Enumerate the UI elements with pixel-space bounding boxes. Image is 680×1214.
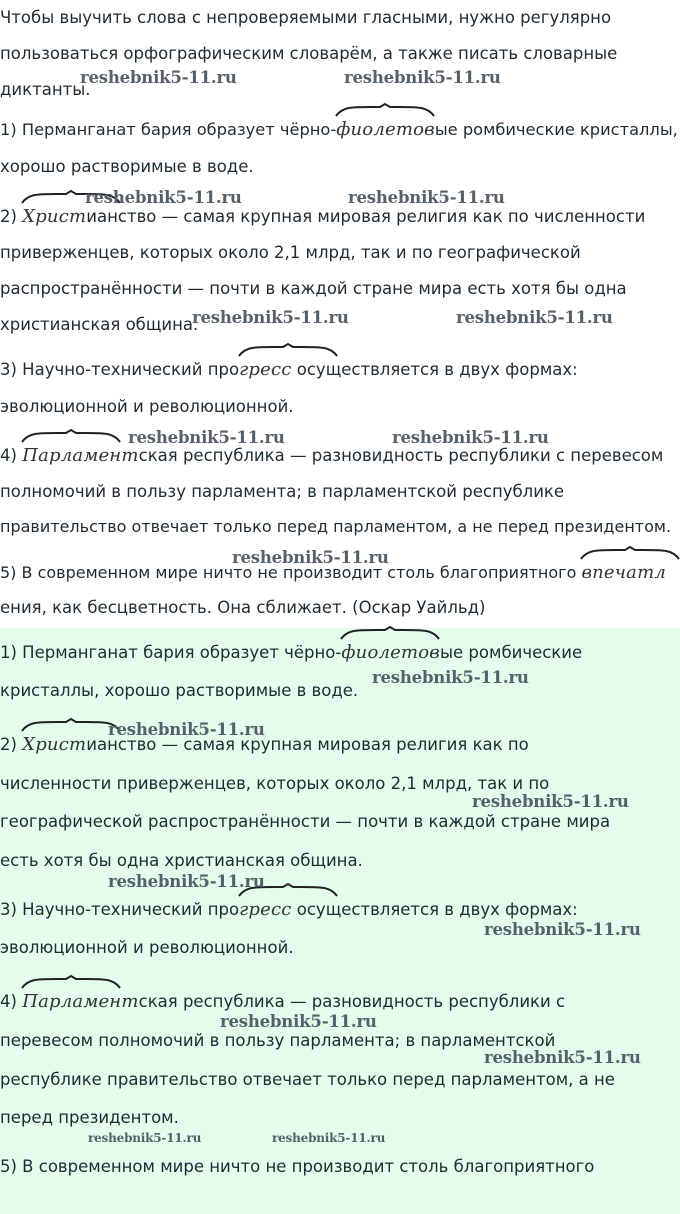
root-mark: впечатл	[581, 563, 666, 583]
root-mark: Христ	[22, 735, 86, 755]
answer-s3-line-2: эволюционной и революционной.	[0, 938, 294, 957]
answer-s2-line-1: 2) Христ ианство — самая крупная мировая религия как по	[0, 735, 529, 755]
watermark: reshebnik5-11.ru	[88, 1131, 202, 1145]
watermark: reshebnik5-11.ru	[220, 1012, 377, 1031]
root-mark: гресс	[239, 360, 291, 380]
watermark: reshebnik5-11.ru	[272, 1131, 386, 1145]
watermark: reshebnik5-11.ru	[472, 792, 629, 811]
answer-s1-line-1: 1) Перманганат бария образует чёрно-фиолетов ые ромбические	[0, 643, 582, 663]
root-arc-icon	[21, 719, 121, 733]
watermark: reshebnik5-11.ru	[484, 920, 641, 939]
answer-s2-line-3: географической распространённости — почти в каждой стране мира	[0, 812, 611, 831]
root-mark: фиолетов	[341, 643, 440, 663]
answer-s4-line-4: перед президентом.	[0, 1108, 179, 1127]
watermark: reshebnik5-11.ru	[456, 308, 613, 327]
intro-line-1: Чтобы выучить слова с непроверяемыми гласными, нужно регулярно	[0, 8, 612, 27]
watermark: reshebnik5-11.ru	[348, 188, 505, 207]
watermark: reshebnik5-11.ru	[80, 68, 237, 87]
answer-s2-line-4: есть хотя бы одна христианская община.	[0, 851, 363, 870]
watermark: reshebnik5-11.ru	[85, 188, 242, 207]
root-arc-icon	[340, 627, 440, 641]
exercise-s2-line-1: 2) Христ ианство — самая крупная мировая религия как по численности	[0, 207, 645, 227]
answer-s4-line-3: республике правительство отвечает только перед парламентом, а не	[0, 1070, 615, 1089]
exercise-s3-line-2: эволюционной и революционной.	[0, 397, 294, 416]
answer-s4-line-1: 4) Парламент ская республика — разновидность республики с	[0, 992, 565, 1012]
root-mark: фиолетов	[336, 120, 435, 140]
watermark: reshebnik5-11.ru	[128, 428, 285, 447]
answer-s2-line-2: численности приверженцев, которых около 2,1 млрд, так и по	[0, 774, 550, 793]
root-mark: гресс	[239, 900, 291, 920]
answer-s4-line-2: перевесом полномочий в пользу парламента; в парламентской	[0, 1031, 556, 1050]
root-mark: Христ	[22, 207, 86, 227]
exercise-s1-line-1: 1) Перманганат бария образует чёрно-фиолетов ые ромбические кристаллы,	[0, 120, 678, 140]
exercise-s5-line-1: 5) В современном мире ничто не производит столь благоприятного впечатл	[0, 563, 666, 583]
root-arc-icon	[580, 547, 680, 561]
intro-line-2: пользоваться орфографическим словарём, а также писать словарные	[0, 44, 618, 63]
root-arc-icon	[21, 976, 121, 990]
watermark: reshebnik5-11.ru	[108, 720, 265, 739]
exercise-s1-line-2: хорошо растворимые в воде.	[0, 157, 254, 176]
exercise-s2-line-2: приверженцев, которых около 2,1 млрд, так и по географической	[0, 243, 581, 262]
exercise-s4-line-3: правительство отвечает только перед парламентом, а не перед президентом.	[0, 517, 672, 536]
exercise-s4-line-2: полномочий в пользу парламента; в парламентской республике	[0, 482, 565, 501]
exercise-s3-line-1: 3) Научно-технический прогресс осуществляется в двух формах:	[0, 360, 578, 380]
watermark: reshebnik5-11.ru	[372, 668, 529, 687]
watermark: reshebnik5-11.ru	[392, 428, 549, 447]
exercise-s2-line-4: христианская община.	[0, 315, 199, 334]
watermark: reshebnik5-11.ru	[232, 548, 389, 567]
watermark: reshebnik5-11.ru	[484, 1048, 641, 1067]
exercise-s4-line-1: 4) Парламент ская республика — разновидность республики с перевесом	[0, 446, 663, 466]
watermark: reshebnik5-11.ru	[108, 872, 265, 891]
root-mark: Парламент	[22, 446, 138, 466]
watermark: reshebnik5-11.ru	[192, 308, 349, 327]
intro-line-3: диктанты.	[0, 80, 91, 99]
watermark: reshebnik5-11.ru	[344, 68, 501, 87]
root-mark: Парламент	[22, 992, 138, 1012]
root-arc-icon	[335, 104, 435, 118]
exercise-s5-line-2: ения, как бесцветность. Она сближает. (Оскар Уайльд)	[0, 598, 486, 617]
root-arc-icon	[238, 344, 338, 358]
exercise-s2-line-3: распространённости — почти в каждой стране мира есть хотя бы одна	[0, 279, 627, 298]
answer-s5-line-1: 5) В современном мире ничто не производит столь благоприятного	[0, 1157, 595, 1176]
answer-s1-line-2: кристаллы, хорошо растворимые в воде.	[0, 681, 359, 700]
root-arc-icon	[21, 430, 121, 444]
answer-s3-line-1: 3) Научно-технический прогресс осуществляется в двух формах:	[0, 900, 578, 920]
